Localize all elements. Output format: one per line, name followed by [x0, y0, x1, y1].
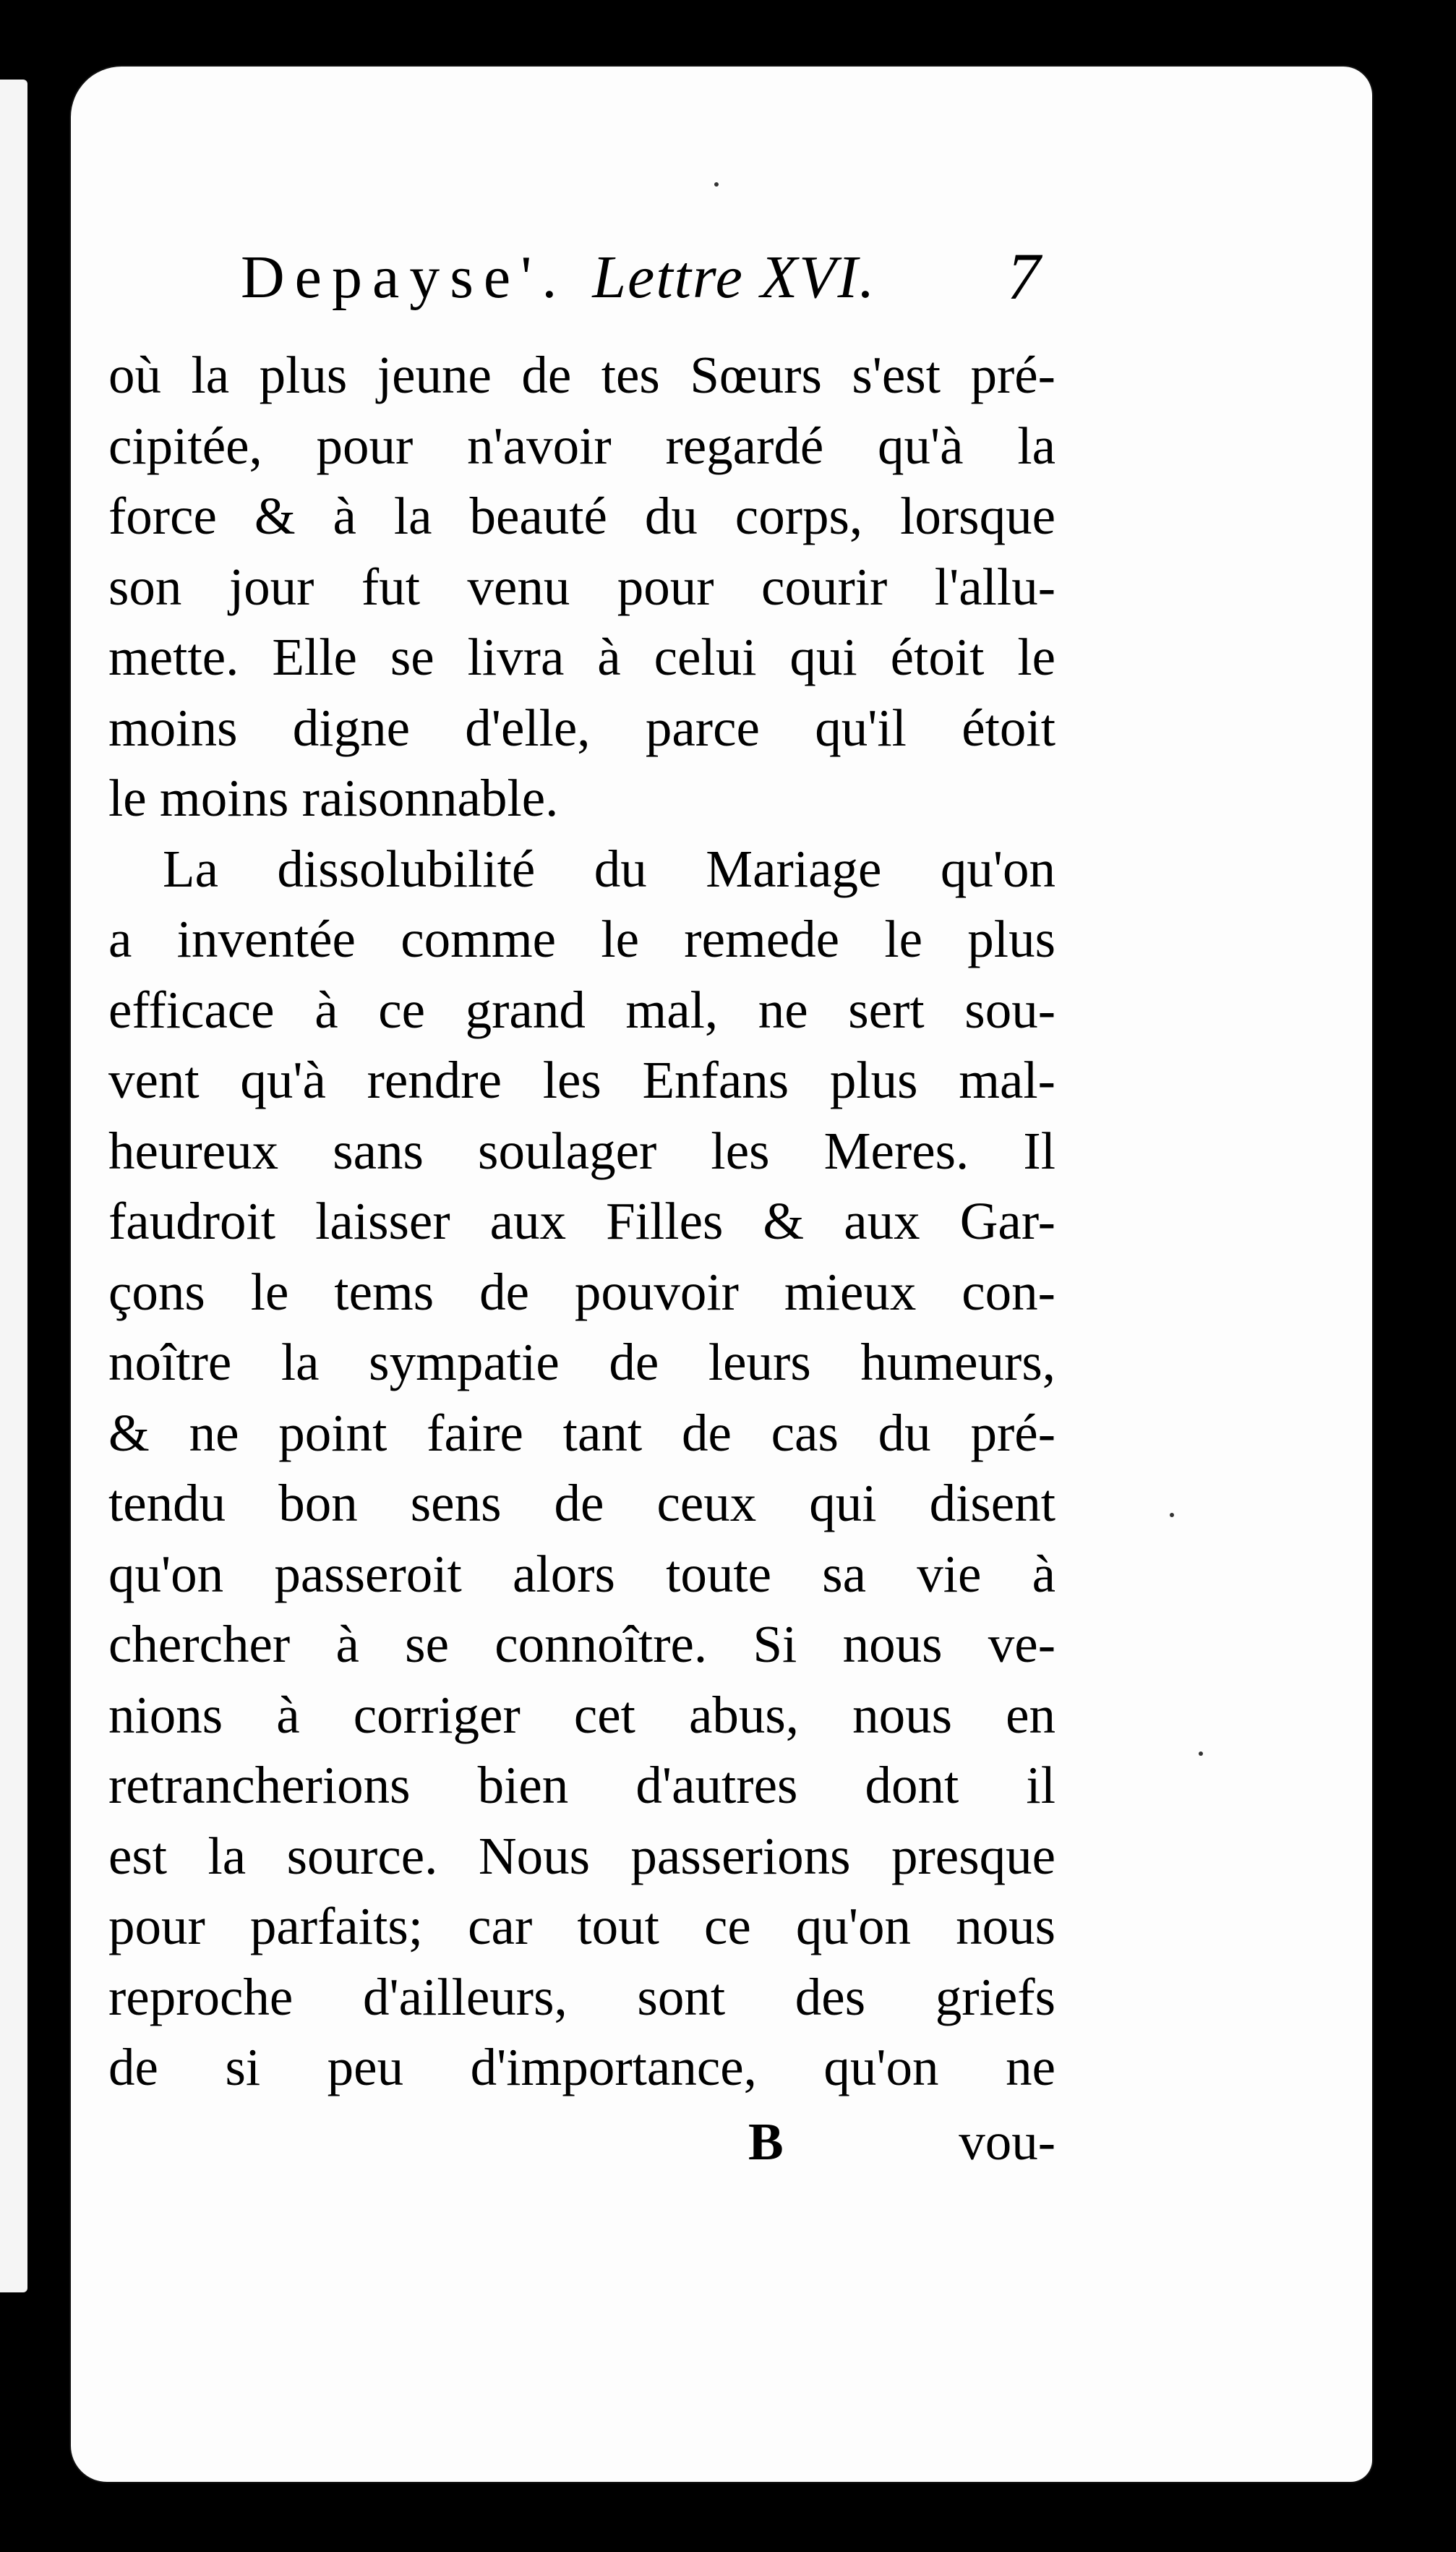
- text-line: son jour fut venu pour courir l'allu-: [108, 557, 1055, 616]
- text-line: où la plus jeune de tes Sœurs s'est pré-: [108, 346, 1055, 404]
- text-line: le moins raisonnable.: [108, 769, 559, 827]
- text-line: vent qu'à rendre les Enfans plus mal-: [108, 1051, 1055, 1109]
- text-line: retrancherions bien d'autres dont il: [108, 1756, 1055, 1814]
- running-title: [241, 242, 875, 312]
- text-line: moins digne d'elle, parce qu'il étoit: [108, 698, 1055, 757]
- text-line: faudroit laisser aux Filles & aux Gar-: [108, 1192, 1055, 1250]
- page-number: 7: [1007, 239, 1040, 313]
- text-line: & ne point faire tant de cas du pré-: [108, 1403, 1055, 1462]
- text-line: cipitée, pour n'avoir regardé qu'à la: [108, 416, 1055, 475]
- text-line: pour parfaits; car tout ce qu'on nous: [108, 1897, 1055, 1955]
- signature-mark: B: [748, 2112, 784, 2171]
- catchword: vou-: [959, 2112, 1055, 2171]
- text-line: a inventée comme le remede le plus: [108, 910, 1055, 968]
- text-line: heureux sans soulager les Meres. Il: [108, 1121, 1055, 1180]
- text-line: noître la sympatie de leurs humeurs,: [108, 1333, 1055, 1391]
- adjacent-page-edge: [0, 80, 27, 2292]
- text-line: de si peu d'importance, qu'on ne: [108, 2038, 1055, 2096]
- text-line: çons le tems de pouvoir mieux con-: [108, 1262, 1055, 1321]
- running-title-name: Depayse'.: [241, 244, 568, 311]
- text-line: mette. Elle se livra à celui qui étoit le: [108, 628, 1055, 686]
- text-line: chercher à se connoître. Si nous ve-: [108, 1615, 1055, 1673]
- text-line: force & à la beauté du corps, lorsque: [108, 487, 1055, 545]
- body-text: [108, 340, 1055, 2103]
- page-header: [179, 239, 1061, 343]
- text-line: qu'on passeroit alors toute sa vie à: [108, 1544, 1055, 1603]
- ink-speck: [714, 182, 719, 187]
- text-line: est la source. Nous passerions presque: [108, 1826, 1055, 1885]
- text-line: nions à corriger cet abus, nous en: [108, 1685, 1055, 1744]
- running-title-letter: Lettre XVI.: [592, 244, 876, 311]
- text-line: tendu bon sens de ceux qui disent: [108, 1474, 1055, 1532]
- page-footer: [108, 2112, 1055, 2191]
- ink-speck: [1199, 1751, 1203, 1756]
- text-line: La dissolubilité du Mariage qu'on: [163, 839, 1055, 898]
- text-line: reproche d'ailleurs, sont des griefs: [108, 1967, 1055, 2026]
- ink-speck: [1170, 1513, 1174, 1517]
- text-line: efficace à ce grand mal, ne sert sou-: [108, 980, 1055, 1039]
